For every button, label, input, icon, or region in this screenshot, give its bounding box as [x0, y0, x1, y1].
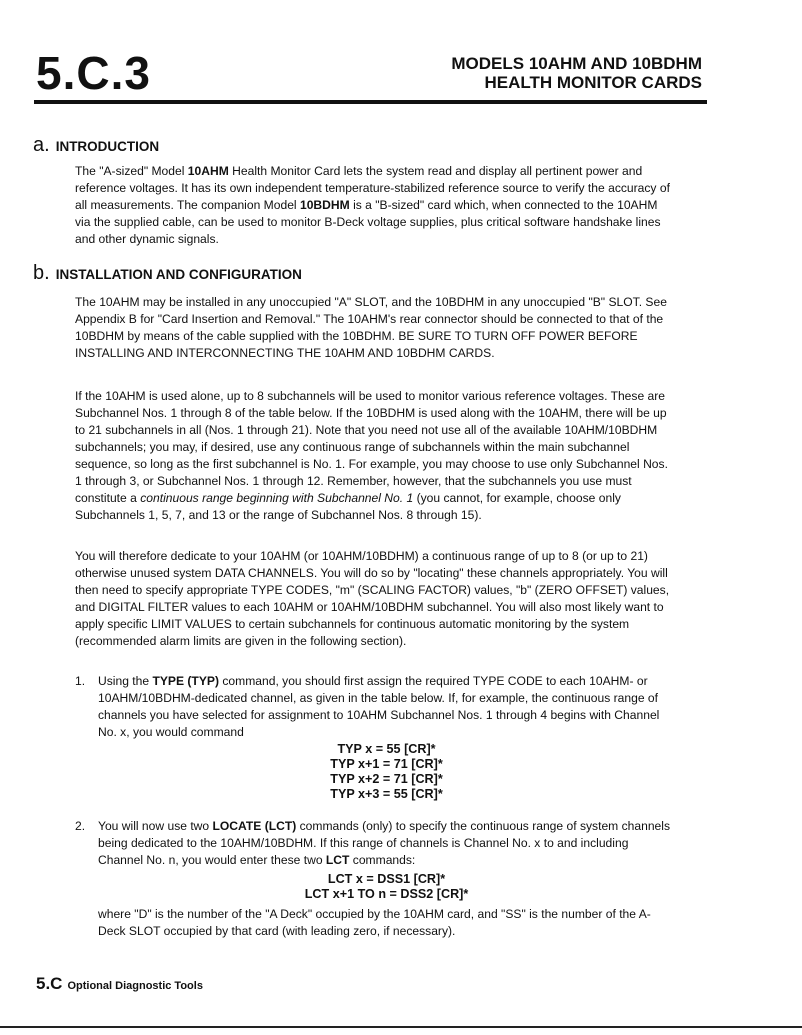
command-line: TYP x = 55 [CR]*: [337, 742, 436, 756]
page-title: [451, 54, 702, 92]
section-b-letter: b.: [33, 262, 50, 284]
page-footer: [36, 974, 203, 994]
model-10bdhm: 10BDHM: [299, 198, 350, 212]
section-number: 5.C.3: [36, 47, 151, 99]
intro-paragraph: The "A-sized" Model 10AHM Health Monitor Card lets the system read and display all pertinent power and reference voltages. It has its own independent temperature-stabilized reference source to verify the accuracy of all measurements. The companion Model 10BDHM is a "B-sized" card which, when connected to the 10AHM via the supplied cable, can be used to monitor B-Deck voltage supplies, plus critical software handshake lines and other dynamic signals.: [75, 164, 670, 246]
locate-command: LOCATE (LCT): [212, 819, 297, 833]
command-line: TYP x+3 = 55 [CR]*: [330, 787, 443, 801]
lct-keyword: LCT: [325, 853, 350, 867]
list-item: [75, 818, 675, 872]
footer-label: Optional Diagnostic Tools: [67, 980, 203, 992]
bottom-rule: [0, 1026, 802, 1028]
command-line: LCT x = DSS1 [CR]*: [327, 872, 446, 886]
data-channels-paragraph: You will therefore dedicate to your 10AHM (or 10AHM/10BDHM) a continuous range of up to 8 (or up to 21) otherwise unused system DATA CHANNELS. You will do so by "locating" these channels appropriately. You will then need to specify appropriate TYPE CODES, "m" (SCALING FACTOR) values, "b" (ZERO OFFSET) values, and DIGITAL FILTER values to each 10AHM or 10AHM/10BDHM subchannel. You will also most likely want to apply specific LIMIT VALUES to certain subchannels for continuous automatic monitoring by the system (recommended alarm limits are given in the following section).: [75, 549, 670, 648]
section-a-heading: [33, 134, 159, 157]
emphasis-text: continuous range beginning with Subchannel No. 1: [140, 491, 414, 505]
footer-section: 5.C: [36, 974, 63, 993]
list-item-number: 2.: [75, 819, 86, 833]
list-item: [75, 673, 675, 743]
type-command-block: [98, 742, 675, 802]
type-command: TYPE (TYP): [152, 674, 219, 688]
command-line: TYP x+2 = 71 [CR]*: [330, 772, 443, 786]
section-a-title: INTRODUCTION: [55, 139, 160, 154]
command-line: TYP x+1 = 71 [CR]*: [330, 757, 443, 771]
list-item-text: You will now use two LOCATE (LCT) commands (only) to specify the continuous range of system channels being dedicated to the 10AHM/10BDHM. If this range of channels is Channel No. x to and including Channel No. n, you would enter these two LCT commands:: [98, 819, 671, 867]
locate-command-block: [98, 872, 675, 902]
section-b-title: INSTALLATION AND CONFIGURATION: [55, 267, 302, 282]
model-10ahm: 10AHM: [187, 164, 229, 178]
title-line-1: MODELS 10AHM AND 10BDHM: [451, 54, 702, 73]
header-rule: [34, 100, 707, 104]
title-line-2: HEALTH MONITOR CARDS: [484, 73, 702, 92]
command-line: LCT x+1 TO n = DSS2 [CR]*: [304, 887, 469, 901]
section-b-heading: [33, 262, 302, 285]
list-item-note: where "D" is the number of the "A Deck" occupied by the 10AHM card, and "SS" is the number of the A-Deck SLOT occupied by that card (with leading zero, if necessary).: [98, 907, 651, 938]
installation-paragraph: The 10AHM may be installed in any unoccupied "A" SLOT, and the 10BDHM in any unoccupied "B" SLOT. See Appendix B for "Card Insertion and Removal." The 10AHM's rear connector should be connected to that of the 10BDHM by means of the cable supplied with the 10BDHM. BE SURE TO TURN OFF POWER BEFORE INSTALLING AND INTERCONNECTING THE 10AHM AND 10BDHM CARDS.: [75, 295, 667, 360]
subchannel-paragraph: If the 10AHM is used alone, up to 8 subchannels will be used to monitor various reference voltages. These are Subchannel Nos. 1 through 8 of the table below. If the 10BDHM is used along with the 10AHM, there will be up to 21 subchannels in all (Nos. 1 through 21). Note that you need not use all of the available 10AHM/10BDHM subchannels; you may, if desired, use any continuous range of subchannels within the main subchannel sequence, so long as the first subchannel is No. 1. For example, you may choose to use only Subchannel Nos. 1 through 3, or Subchannel Nos. 1 through 12. Remember, however, that the subchannels you use must constitute a continuous range beginning with Subchannel No. 1 (you cannot, for example, choose only Subchannels 1, 5, 7, and 13 or the range of Subchannel Nos. 8 through 15).: [75, 389, 668, 522]
list-item-text: Using the TYPE (TYP) command, you should first assign the required TYPE CODE to each 10AHM- or 10AHM/10BDHM-dedicated channel, as given in the table below. If, for example, the continuous range of channels you have selected for assignment to 10AHM Subchannel Nos. 1 through 4 begins with Channel No. x, you would command: [98, 674, 660, 739]
section-a-letter: a.: [33, 134, 50, 156]
list-item-number: 1.: [75, 674, 86, 688]
